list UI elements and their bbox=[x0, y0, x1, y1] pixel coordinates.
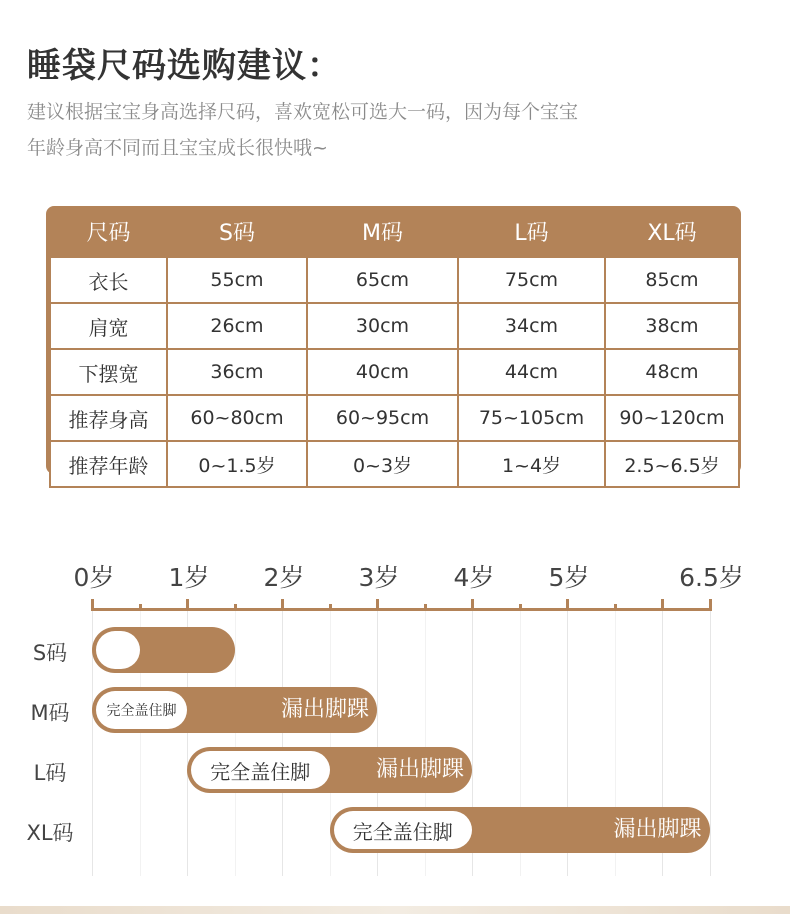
table-header-cell: S码 bbox=[219, 220, 255, 246]
table-header-cell: M码 bbox=[362, 220, 403, 246]
age-axis-label: 5岁 bbox=[548, 563, 590, 592]
grid-line bbox=[235, 611, 236, 876]
age-range-bar bbox=[92, 687, 377, 733]
table-cell: 38cm bbox=[605, 303, 739, 349]
axis-tick bbox=[186, 599, 189, 611]
table-row-label: 下摆宽 bbox=[50, 349, 167, 395]
cover-segment: 完全盖住脚 bbox=[191, 751, 330, 789]
age-range-bar bbox=[187, 747, 472, 793]
exposed-segment-label: 漏出脚踝 bbox=[613, 817, 702, 842]
table-cell: 60~95cm bbox=[307, 395, 458, 441]
table-cell: 34cm bbox=[458, 303, 605, 349]
table-cell: 30cm bbox=[307, 303, 458, 349]
size-row-label: L码 bbox=[33, 761, 67, 785]
exposed-segment-label: 漏出脚踝 bbox=[375, 757, 464, 782]
axis-tick bbox=[234, 604, 237, 611]
table-cell: 36cm bbox=[167, 349, 307, 395]
table-cell: 26cm bbox=[167, 303, 307, 349]
table-cell: 75cm bbox=[458, 257, 605, 303]
table-cell: 75~105cm bbox=[458, 395, 605, 441]
table-cell: 55cm bbox=[167, 257, 307, 303]
table-cell: 2.5~6.5岁 bbox=[605, 441, 739, 487]
age-axis-label: 3岁 bbox=[358, 563, 400, 592]
axis-tick bbox=[281, 599, 284, 611]
table-cell: 48cm bbox=[605, 349, 739, 395]
table-cell: 90~120cm bbox=[605, 395, 739, 441]
axis-tick bbox=[709, 599, 712, 611]
table-row-label: 推荐年龄 bbox=[50, 441, 167, 487]
table-header-cell: 尺码 bbox=[86, 220, 131, 246]
table-row-label: 推荐身高 bbox=[50, 395, 167, 441]
size-row-label: M码 bbox=[30, 701, 70, 725]
size-row-label: S码 bbox=[32, 641, 68, 665]
age-axis-label: 0岁 bbox=[73, 563, 115, 592]
description-line-2: 年龄身高不同而且宝宝成长很快哦~ bbox=[27, 137, 328, 159]
cover-segment: 完全盖住脚 bbox=[334, 811, 473, 849]
axis-tick bbox=[376, 599, 379, 611]
table-header-cell: L码 bbox=[514, 220, 549, 246]
table-header-cell: XL码 bbox=[647, 220, 697, 246]
age-axis-label: 4岁 bbox=[453, 563, 495, 592]
axis-tick bbox=[91, 599, 94, 611]
table-cell: 40cm bbox=[307, 349, 458, 395]
age-axis-label: 2岁 bbox=[263, 563, 305, 592]
axis-tick bbox=[519, 604, 522, 611]
cover-segment bbox=[96, 631, 140, 669]
age-axis-label: 1岁 bbox=[168, 563, 210, 592]
table-row-label: 肩宽 bbox=[50, 303, 167, 349]
age-range-bar bbox=[330, 807, 710, 853]
axis-tick bbox=[661, 599, 664, 611]
table-row-label: 衣长 bbox=[50, 257, 167, 303]
axis-tick bbox=[329, 604, 332, 611]
grid-line bbox=[710, 611, 711, 876]
table-cell: 0~3岁 bbox=[307, 441, 458, 487]
cover-segment: 完全盖住脚 bbox=[96, 691, 187, 729]
age-axis-label: 6.5岁 bbox=[679, 563, 744, 592]
grid-line bbox=[282, 611, 283, 876]
exposed-segment-label: 漏出脚踝 bbox=[280, 697, 369, 722]
table-cell: 0~1.5岁 bbox=[167, 441, 307, 487]
bottom-decor-strip bbox=[0, 906, 790, 914]
axis-tick bbox=[471, 599, 474, 611]
table-cell: 60~80cm bbox=[167, 395, 307, 441]
axis-tick bbox=[424, 604, 427, 611]
table-cell: 85cm bbox=[605, 257, 739, 303]
table-cell: 65cm bbox=[307, 257, 458, 303]
axis-tick bbox=[614, 604, 617, 611]
size-row-label: XL码 bbox=[26, 821, 74, 845]
table-cell: 44cm bbox=[458, 349, 605, 395]
page-title: 睡袋尺码选购建议： bbox=[27, 46, 342, 86]
axis-tick bbox=[139, 604, 142, 611]
table-cell: 1~4岁 bbox=[458, 441, 605, 487]
age-axis-line bbox=[91, 608, 711, 611]
description-line-1: 建议根据宝宝身高选择尺码，喜欢宽松可选大一码，因为每个宝宝 bbox=[27, 101, 579, 123]
axis-tick bbox=[566, 599, 569, 611]
age-range-bar bbox=[92, 627, 235, 673]
